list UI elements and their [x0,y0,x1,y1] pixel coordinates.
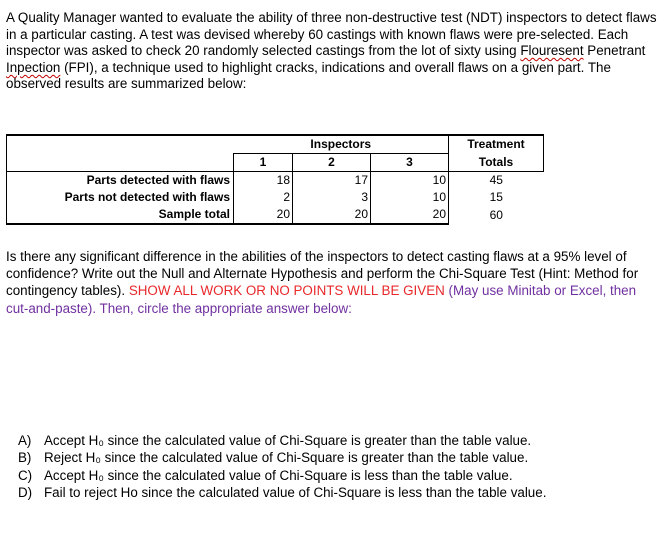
answer-letter: B) [18,450,32,466]
intro-text-2: Penetrant [583,43,646,59]
cell-detected-2: 17 [293,172,371,190]
table-row [7,189,544,206]
warning-text: SHOW ALL WORK OR NO POINTS WILL BE GIVEN [128,283,445,299]
answer-choice-c[interactable] [18,467,546,484]
cell-not-detected-1: 2 [234,189,293,206]
cell-detected-1: 18 [234,172,293,190]
cell-sample-2: 20 [293,206,371,224]
treatment-header: Treatment [449,135,544,154]
table-row [7,206,544,224]
table-corner-cell-2 [7,154,234,172]
answer-letter: D) [18,485,33,501]
answer-letter: C) [18,467,33,483]
instruction-text: (May use Minitab or Excel, then cut-and-paste). Then, circle the appropriate answer below: [6,283,637,316]
answer-choice-d[interactable] [18,484,546,501]
answer-text: Fail to reject Ho since the calculated value of Chi-Square is less than the table value. [44,485,547,501]
answer-text: Accept H₀ since the calculated value of Chi-Square is greater than the table value. [44,433,532,448]
answer-choice-b[interactable] [18,449,546,466]
table-row [7,172,544,190]
answer-choice-a[interactable] [18,432,546,449]
table-header-row-2 [7,154,544,172]
cell-not-detected-total: 15 [489,190,503,204]
cell-sample-total: 60 [489,207,503,222]
row-label-sample-total: Sample total [7,206,234,224]
inspector-3-header: 3 [371,154,449,172]
observed-results-table [6,134,544,225]
cell-detected-3: 10 [371,172,449,190]
row-label-not-detected: Parts not detected with flaws [7,189,234,206]
totals-header: Totals [449,154,544,172]
question-paragraph [6,248,661,317]
cell-sample-1: 20 [234,206,293,224]
answer-text: Accept H₀ since the calculated value of Chi-Square is less than the table value. [44,467,513,483]
question-text: Is there any significant difference in the abilities of the inspectors to detect casting flaws at a 95% level of confidence? Write out the Null and Alternate Hypothesis and perform the Chi-Square Test (Hint: Method for contingency tables). [6,249,639,299]
cell-not-detected-2: 3 [293,189,371,206]
misspelled-word-inpection: Inpection [6,59,61,75]
cell-not-detected-3: 10 [371,189,449,206]
cell-sample-3: 20 [371,206,449,224]
table-corner-cell [7,135,234,154]
inspector-1-header: 1 [234,154,293,172]
table-header-row-1 [7,135,544,154]
answer-letter: A) [18,433,32,448]
intro-text-3: (FPI), a technique used to highlight cracks, indications and overall flaws on a given part. The observed results are summarized below: [6,59,611,92]
answer-text: Reject H₀ since the calculated value of Chi-Square is greater than the table value. [44,450,529,466]
inspector-2-header: 2 [293,154,371,172]
intro-text-1: A Quality Manager wanted to evaluate the ability of three non-destructive test (NDT) inspectors to detect flaws in a particular casting. A test was devised whereby 60 castings with known flaws were pre-selected. Each inspector was asked to check 20 randomly selected castings from the lot of sixty using [6,10,657,59]
misspelled-word-flouresent: Flouresent [520,43,584,59]
cell-detected-total: 45 [489,173,503,187]
intro-paragraph [6,10,661,93]
answer-choices [18,432,546,502]
row-label-detected: Parts detected with flaws [7,172,234,190]
inspectors-header: Inspectors [234,135,449,154]
